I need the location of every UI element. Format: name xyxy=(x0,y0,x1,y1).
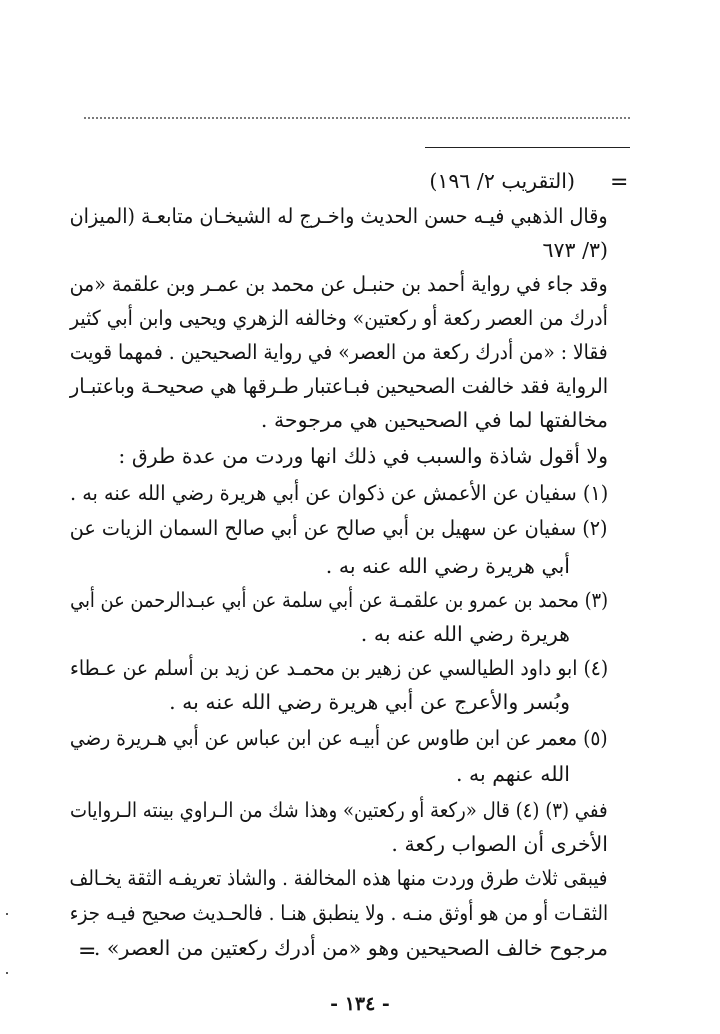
text-line: (التقريب ٢/ ١٩٦) xyxy=(429,169,575,193)
text-line: أدرك من العصر ركعة أو ركعتين» وخالفه الزهري ويحيى وابن أبي كثير xyxy=(70,306,608,330)
list-item-3-cont: هريرة رضي الله عنه به . xyxy=(360,622,570,646)
list-item-4: (٤) ابو داود الطيالسي عن زهير بن محمـد عن زيد بن أسلم عن عـطاء xyxy=(69,656,608,680)
text-line: مخالفتها لما في الصحيحين هي مرجوحة . xyxy=(260,408,608,432)
list-item-3: (٣) محمد بن عمرو بن علقمـة عن أبي سلمة عن أبي عبـدالرحمن عن أبي xyxy=(70,588,608,612)
text-line: وقد جاء في رواية أحمد بن حنبـل عن محمد بن عمـر وبن علقمة «من xyxy=(69,272,608,296)
text-line: وقال الذهبي فيـه حسن الحديث واخـرج له الشيخـان متابعـة (الميزان xyxy=(69,204,608,228)
text-line: ففي (٣) (٤) قال «ركعة أو ركعتين» وهذا شك من الـراوي بينته الـروايات xyxy=(70,798,608,822)
page-number: - ١٣٤ - xyxy=(330,993,390,1015)
list-item-5: (٥) معمر عن ابن طاوس عن أبيـه عن ابن عباس عن أبي هـريرة رضي xyxy=(70,726,608,750)
continuation-marker: = xyxy=(78,939,97,964)
text-line: فيبقى ثلاث طرق وردت منها هذه المخالفة . والشاذ تعريفـه الثقة يخـالف xyxy=(70,866,608,890)
text-line: الثقـات أو من هو أوثق منـه . ولا ينطبق هنـا . فالحـديث صحيح فيـه جزء xyxy=(69,901,608,925)
list-item-2-cont: أبي هريرة رضي الله عنه به . xyxy=(325,554,570,578)
text-line: الرواية فقد خالفت الصحيحين فبـاعتبار طـرقها هي صحيحـة وباعتبـار xyxy=(69,374,608,398)
text-line: ولا أقول شاذة والسبب في ذلك انها وردت من عدة طرق : xyxy=(118,444,608,468)
dotted-separator xyxy=(84,117,630,119)
text-line: مرجوح خالف الصحيحين وهو «من أدرك ركعتين من العصر» . xyxy=(93,936,608,960)
footnote-rule xyxy=(425,147,630,148)
list-item-1: (١) سفيان عن الأعمش عن ذكوان عن أبي هريرة رضي الله عنه به . xyxy=(69,481,608,505)
list-item-2: (٢) سفيان عن سهيل بن أبي صالح عن أبي صالح السمان الزيات عن xyxy=(70,516,608,540)
footnote-marker: = xyxy=(610,170,629,195)
text-line: ٣/ ٦٧٣) xyxy=(542,238,608,262)
text-line: فقالا : «من أدرك ركعة من العصر» في رواية الصحيحين . فمهما قويت xyxy=(70,340,608,364)
list-item-5-cont: الله عنهم به . xyxy=(456,762,570,786)
list-item-4-cont: وبُسر والأعرج عن أبي هريرة رضي الله عنه به . xyxy=(169,690,570,714)
scan-speck xyxy=(6,972,8,974)
scan-speck xyxy=(6,913,8,915)
text-line: الأخرى أن الصواب ركعة . xyxy=(391,832,608,856)
